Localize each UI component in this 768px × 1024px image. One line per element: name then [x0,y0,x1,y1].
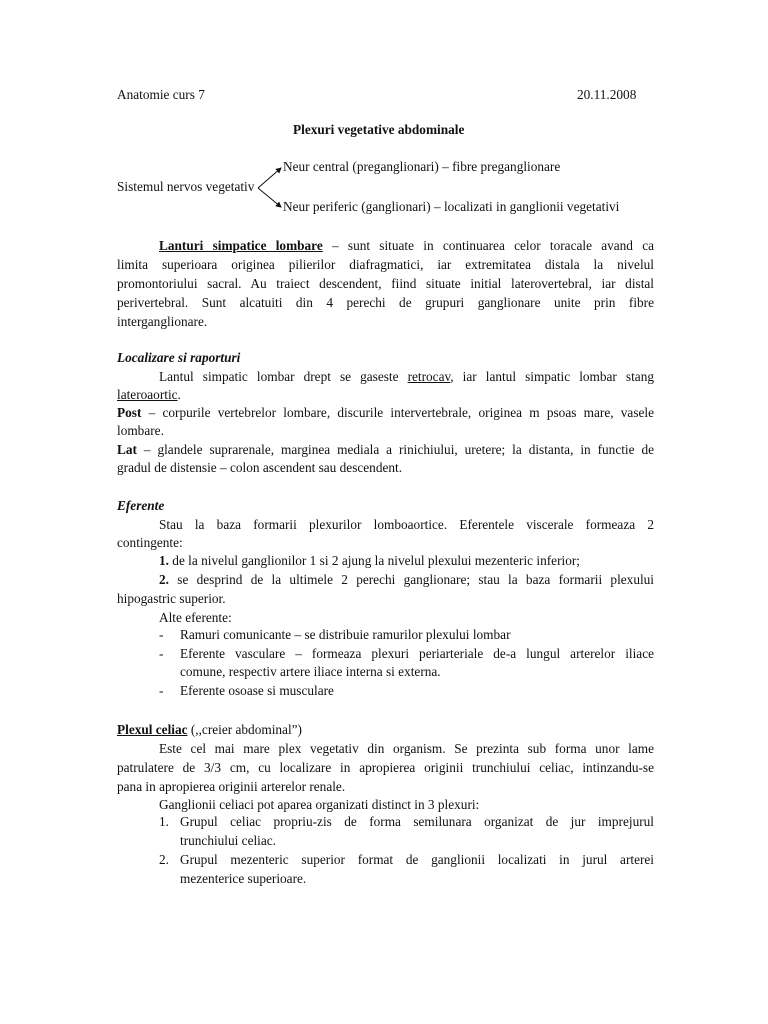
post-line-2: lombare. [117,423,164,438]
lanturi-line-4: perivertebral. Sunt alcatuiti din 4 perechi de grupuri ganglionare unite prin fibre [117,295,654,310]
arrow-down [258,188,281,207]
eferente-item-1: 1. de la nivelul ganglionilor 1 si 2 ajung la nivelul plexului mezenteric inferior; [159,553,580,568]
eferente-line-2: contingente: [117,535,183,550]
date-label: 20.11.2008 [577,87,637,102]
localizare-heading: Localizare si raporturi [117,350,241,365]
lanturi-line-5: interganglionare. [117,314,208,329]
post-label: Post [117,405,142,420]
celiac-heading: Plexul celiac [117,722,188,737]
eferente-heading: Eferente [117,498,165,513]
celiac-line-4: Ganglionii celiaci pot aparea organizati distinct in 3 plexuri: [159,797,480,812]
bullet-item-3: Eferente osoase si musculare [180,683,334,698]
celiac-line-3: pana in apropierea originii arterelor renale. [117,779,346,794]
bullet-item-2-cont: comune, respectiv artere iliace interna si externa. [180,664,441,679]
lateroaortic-term: lateroaortic [117,387,178,402]
lanturi-line-2: limita superioara originea pilierilor diafragmatici, iar extremitatea distala la nivelul [117,257,654,272]
localizare-line-2: lateroaortic. [117,387,181,402]
diagram-root: Sistemul nervos vegetativ [117,179,255,194]
page-title: Plexuri vegetative abdominale [293,122,465,137]
bullet-item-1: Ramuri comunicante – se distribuie ramurilor plexului lombar [180,627,511,642]
lanturi-line-1: Lanturi simpatice lombare – sunt situate in continuarea celor toracale avand ca [159,238,654,253]
celiac-item-2-cont: mezenterice superioare. [180,871,307,886]
localizare-line-1: Lantul simpatic lombar drept se gaseste retrocav, iar lantul simpatic lombar stang [159,369,654,384]
eferente-item-2-cont: hipogastric superior. [117,591,226,606]
alte-eferente-label: Alte eferente: [159,610,232,625]
lanturi-line-3: promontoriului sacral. Au traiect descendent, fiind situate initial laterovertebral, iar distal [117,276,654,291]
bullet-item-2: Eferente vasculare – formeaza plexuri periarteriale de-a lungul arterelor iliace [180,646,654,661]
eferente-item-2: 2. se desprind de la ultimele 2 perechi ganglionare; stau la baza formarii plexului [159,572,654,587]
diagram-branch-peripheral: Neur periferic (ganglionari) – localizati in ganglionii vegetativi [283,199,620,214]
bullet-dash: - [159,683,164,698]
celiac-item-1-num: 1. [159,814,169,829]
bullet-dash: - [159,627,164,642]
eferente-line-1: Stau la baza formarii plexurilor lomboaortice. Eferentele viscerale formeaza 2 [159,517,654,532]
course-label: Anatomie curs 7 [117,87,205,102]
lat-label: Lat [117,442,137,457]
post-line-1: Post – corpurile vertebrelor lombare, discurile intervertebrale, originea m psoas mare, vasele [117,405,654,420]
celiac-item-1-cont: trunchiului celiac. [180,833,276,848]
celiac-item-2-num: 2. [159,852,169,867]
celiac-item-1: Grupul celiac propriu-zis de forma semilunara organizat de jur imprejurul [180,814,654,829]
celiac-line-1: Este cel mai mare plex vegetativ din organism. Se prezinta sub forma unor lame [159,741,654,756]
arrow-up [258,168,281,188]
celiac-line-2: patrulatere de 3/3 cm, cu localizare in apropierea originii trunchiului celiac, intinzandu-se [117,760,654,775]
diagram-arrows [255,160,287,214]
lat-line-1: Lat – glandele suprarenale, marginea mediala a rinichiului, uretere; la distanta, in functie de [117,442,654,457]
celiac-item-2: Grupul mezenteric superior format de ganglionii localizati in jurul arterei [180,852,654,867]
bullet-dash: - [159,646,164,661]
lanturi-heading: Lanturi simpatice lombare [159,238,323,253]
lat-line-2: gradul de distensie – colon ascendent sau descendent. [117,460,403,475]
celiac-heading-line: Plexul celiac (,,creier abdominal”) [117,722,302,737]
diagram-branch-central: Neur central (preganglionari) – fibre preganglionare [283,159,561,174]
retrocav-term: retrocav [407,369,451,384]
